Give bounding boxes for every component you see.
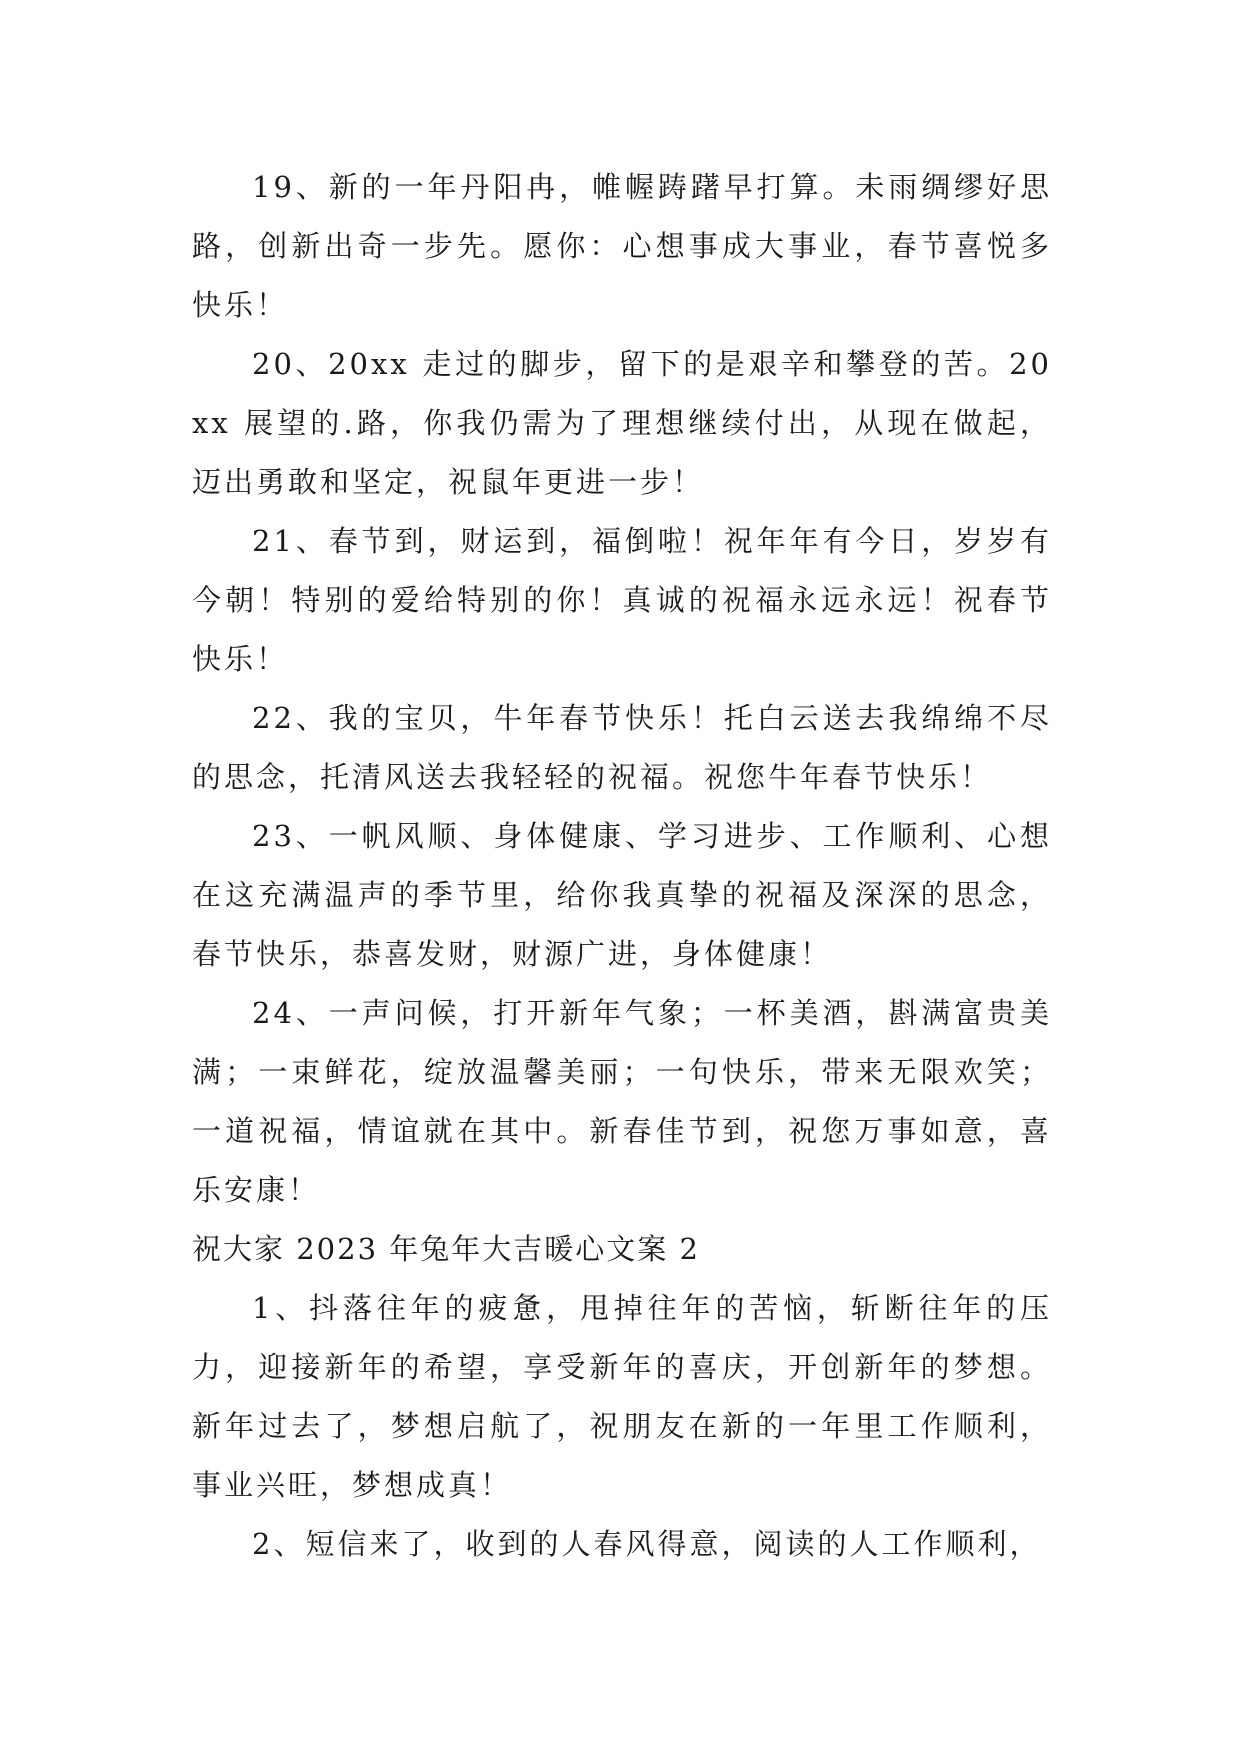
document-page [192,158,1052,1574]
paragraph-20: 20、20xx 走过的脚步，留下的是艰辛和攀登的苦。20xx 展望的.路，你我仍需为了理想继续付出，从现在做起，迈出勇敢和坚定，祝鼠年更进一步！ [192,347,1052,499]
section-heading: 祝大家 2023 年兔年大吉暖心文案 2 [192,1232,700,1266]
paragraph-24: 24、一声问候，打开新年气象；一杯美酒，斟满富贵美满；一束鲜花，绽放温馨美丽；一句快乐，带来无限欢笑；一道祝福，情谊就在其中。新春佳节到，祝您万事如意，喜乐安康！ [192,996,1052,1207]
paragraph-21: 21、春节到，财运到，福倒啦！祝年年有今日，岁岁有今朝！特别的爱给特别的你！真诚的祝福永远永远！祝春节快乐！ [192,524,1052,676]
paragraph-23: 23、一帆风顺、身体健康、学习进步、工作顺利、心想在这充满温声的季节里，给你我真挚的祝福及深深的思念，春节快乐，恭喜发财，财源广进，身体健康！ [192,819,1052,971]
paragraph-2: 2、短信来了，收到的人春风得意，阅读的人工作顺利， [252,1527,1042,1561]
paragraph-22: 22、我的宝贝，牛年春节快乐！托白云送去我绵绵不尽的思念，托清风送去我轻轻的祝福。祝您牛年春节快乐！ [192,701,1052,794]
paragraph-1: 1、抖落往年的疲惫，甩掉往年的苦恼，斩断往年的压力，迎接新年的希望，享受新年的喜庆，开创新年的梦想。新年过去了，梦想启航了，祝朋友在新的一年里工作顺利，事业兴旺，梦想成真！ [192,1291,1052,1502]
paragraph-19: 19、新的一年丹阳冉，帷幄踌躇早打算。未雨绸缪好思路，创新出奇一步先。愿你：心想事成大事业，春节喜悦多快乐！ [192,170,1052,322]
